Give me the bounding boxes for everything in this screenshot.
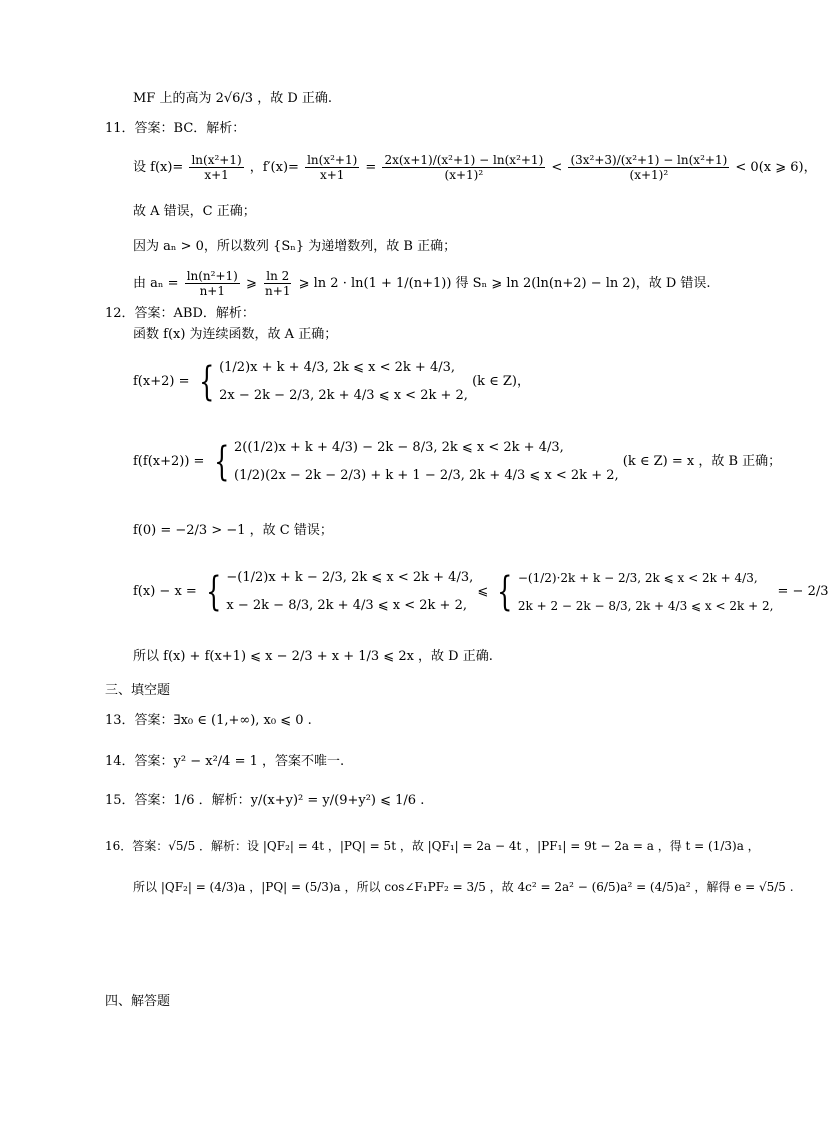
q12-line3 [133,522,333,540]
q11-frac-2 [382,153,545,182]
q11-line3-text: 因为 aₙ > 0，所以数列 {Sₙ} 为递增数列，故 B 正确； [133,239,457,254]
section-3-text: 三、填空题 [105,683,171,698]
q11-def-f: 设 f(x)= [133,160,184,175]
q15 [105,792,424,810]
q11-line2-text: 故 A 错误，C 正确； [133,204,256,219]
q12-f2-tail: (k ∈ Z) = x ，故 B 正确； [622,454,782,469]
q11-frac-3-den: (x+1)² [629,168,669,182]
q11-frac-f [189,153,243,182]
q12-f2-lhs: f(f(x+2)) = [133,454,205,469]
q11-eq: = [365,160,377,175]
q11-derivative-line [133,148,817,188]
q12-f2 [133,432,781,492]
left-brace-icon: { [497,568,513,615]
q12-f3-row1: −(1/2)x + k − 2/3, 2k ⩽ x < 2k + 4/3, [226,569,474,585]
left-brace-icon: { [206,568,222,615]
q12-f3 [133,562,829,622]
q11-frac-fprime-den: x+1 [319,168,345,182]
q13-text: 13．答案：∃x₀ ∈ (1,+∞), x₀ ⩽ 0 . [105,713,312,728]
q12-f3-mid: ⩽ [477,584,489,599]
q12-heading-text: 12．答案：ABD．解析： [105,306,255,321]
q12-f1 [133,352,530,412]
q11-heading [105,120,245,138]
q11-line4 [133,266,711,302]
q12-f1-lhs: f(x+2) = [133,374,190,389]
section-4-heading [105,993,170,1011]
q12-f3-row4: 2k + 2 − 2k − 8/3, 2k + 4/3 ⩽ x < 2k + 2, [517,598,774,613]
q12-line5 [133,648,493,666]
q12-f3-cases-b [492,564,773,620]
q11-frac-f-den: x+1 [204,168,229,182]
q11-tail: < 0(x ⩾ 6)， [735,160,817,175]
q12-line1 [133,326,337,344]
q12-f2-row2: (1/2)(2x − 2k − 2/3) + k + 1 − 2/3, 2k + 4/3 ⩽ x < 2k + 2, [234,467,619,483]
q16-line1 [105,837,760,855]
q11-line3 [133,238,456,256]
q14-text: 14．答案：y² − x²/4 = 1 ，答案不唯一. [105,754,345,769]
q11-frac-2-num: 2x(x+1)/(x²+1) − ln(x²+1) [384,153,544,167]
q16-line2 [133,878,794,896]
q11-line4-frac2 [263,269,292,298]
q11-line2 [133,203,256,221]
text-mf-height: MF 上的高为 2√6/3 ，故 D 正确. [133,91,333,106]
q12-f1-row1: (1/2)x + k + 4/3, 2k ⩽ x < 2k + 4/3, [219,359,456,375]
q12-f1-cases [194,354,468,410]
q11-line4-frac2-num: ln 2 [266,269,290,283]
q11-heading-text: 11．答案：BC．解析： [105,121,246,136]
q12-f3-row3: −(1/2)·2k + k − 2/3, 2k ⩽ x < 2k + 4/3, [517,570,758,585]
q11-line4-b: ⩾ [246,276,257,291]
q16-line1-text: 16．答案：√5/5 ．解析：设 |QF₂| = 4t ，|PQ| = 5t ，故 |QF₁| = 2a − 4t ，|PF₁| = 9t − 2a = a ，得 t = (1/3)a ， [105,839,760,853]
q13 [105,712,312,730]
left-brace-icon: { [198,358,214,405]
section-3-heading [105,682,170,700]
q12-heading [105,305,255,323]
q12-f3-tail: = − 2/3 [777,584,829,599]
q14 [105,753,344,771]
q12-line1-text: 函数 f(x) 为连续函数，故 A 正确； [133,327,338,342]
q11-line4-c: ⩾ ln 2 · ln(1 + 1/(n+1)) 得 Sₙ ⩾ ln 2(ln(n+2) − ln 2)，故 D 错误. [298,276,711,291]
q12-f1-row2: 2x − 2k − 2/3, 2k + 4/3 ⩽ x < 2k + 2, [219,387,468,403]
left-brace-icon: { [213,438,229,485]
q12-line5-text: 所以 f(x) + f(x+1) ⩽ x − 2/3 + x + 1/3 ⩽ 2x ，故 D 正确. [133,649,493,664]
q12-f3-cases-a [201,564,473,620]
line-mf-height [133,90,332,108]
q11-lt: < [551,160,563,175]
q12-line3-text: f(0) = −2/3 > −1 ，故 C 错误； [133,523,333,538]
q11-line4-frac1-num: ln(n²+1) [186,269,238,283]
q12-f1-tail: (k ∈ Z)， [472,374,531,389]
q11-frac-fprime-num: ln(x²+1) [307,153,358,167]
q16-line2-text: 所以 |QF₂| = (4/3)a ，|PQ| = (5/3)a ，所以 cos∠F₁PF₂ = 3/5 ，故 4c² = 2a² − (6/5)a² = (4/5)a² ，解得 e = √5/5 . [133,880,794,894]
q12-f2-cases [209,434,619,490]
q12-f3-row2: x − 2k − 8/3, 2k + 4/3 ⩽ x < 2k + 2, [226,597,467,613]
q12-f3-lhs: f(x) − x = [133,584,197,599]
q11-frac-3-num: (3x²+3)/(x²+1) − ln(x²+1) [570,153,728,167]
q11-frac-f-num: ln(x²+1) [191,153,242,167]
q11-line4-frac2-den: n+1 [265,284,291,298]
q11-line4-frac1 [185,269,240,298]
q11-line4-a: 由 aₙ = [133,276,179,291]
q11-def-fprime: ，f′(x)= [249,160,299,175]
q11-line4-frac1-den: n+1 [199,284,225,298]
section-4-text: 四、解答题 [105,994,171,1009]
q11-frac-3 [568,153,729,182]
q11-frac-fprime [305,153,359,182]
q15-text: 15．答案：1/6 ．解析：y/(x+y)² = y/(9+y²) ⩽ 1/6 . [105,793,425,808]
q12-f2-row1: 2((1/2)x + k + 4/3) − 2k − 8/3, 2k ⩽ x < 2k + 4/3, [234,439,564,455]
q11-frac-2-den: (x+1)² [444,168,484,182]
